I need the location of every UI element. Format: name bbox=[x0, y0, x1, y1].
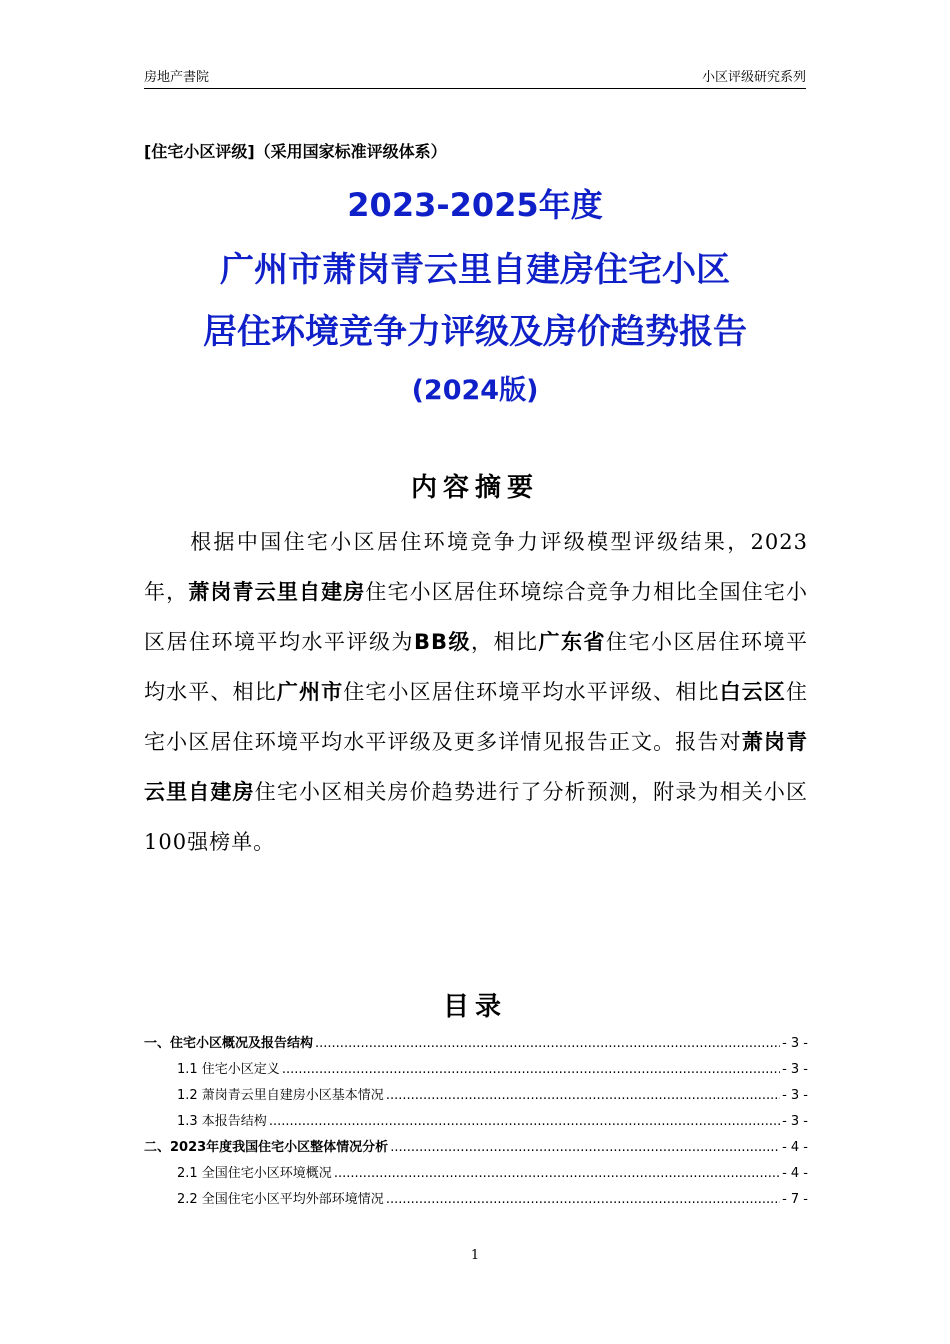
rating-tag: [住宅小区评级]（采用国家标准评级体系） bbox=[144, 142, 447, 161]
header-right: 小区评级研究系列 bbox=[701, 70, 806, 85]
abstract-text: ，相比 bbox=[471, 630, 539, 654]
abstract-paragraph bbox=[144, 517, 808, 867]
abstract-emphasis: 白云区 bbox=[719, 680, 787, 704]
abstract-text: 根据中国住宅小区居住环境竞争力评级模型评级结果，2023年， bbox=[144, 530, 808, 604]
toc-entry-page: - 3 - bbox=[782, 1088, 808, 1103]
toc-entry-2-2[interactable] bbox=[144, 1187, 808, 1213]
toc-leader-dots bbox=[269, 1109, 780, 1135]
toc-entry-page: - 3 - bbox=[782, 1036, 808, 1051]
title-line-3: 居住环境竞争力评级及房价趋势报告 bbox=[203, 312, 747, 352]
abstract-text: 住宅小区相关房价趋势进行了分析预测，附录为相关小区100强榜单。 bbox=[144, 780, 809, 854]
toc-entry-label[interactable]: 1.1 住宅小区定义 bbox=[177, 1062, 280, 1077]
abstract-text: 住宅小区居住环境平均水平评级及更多详情见报告正文。报告对 bbox=[144, 680, 809, 754]
abstract-emphasis: 广东省 bbox=[538, 630, 607, 654]
abstract-emphasis: 萧岗青云里自建房 bbox=[188, 580, 366, 604]
toc-entry-label[interactable]: 1.2 萧岗青云里自建房小区基本情况 bbox=[177, 1088, 384, 1103]
toc-entry-page: - 3 - bbox=[782, 1062, 808, 1077]
abstract-body bbox=[144, 517, 808, 867]
abstract-emphasis: BB级 bbox=[414, 630, 472, 654]
toc-leader-dots bbox=[282, 1057, 780, 1083]
toc-leader-dots bbox=[386, 1083, 780, 1109]
toc-entry-2-1[interactable] bbox=[144, 1161, 808, 1187]
table-of-contents bbox=[144, 1031, 808, 1213]
toc-entry-label[interactable]: 二、2023年度我国住宅小区整体情况分析 bbox=[144, 1140, 389, 1155]
toc-entry-label[interactable]: 2.2 全国住宅小区平均外部环境情况 bbox=[177, 1192, 384, 1207]
title-line-2: 广州市萧岗青云里自建房住宅小区 bbox=[220, 250, 730, 290]
toc-entry-page: - 4 - bbox=[782, 1140, 808, 1155]
page-number: 1 bbox=[470, 1248, 480, 1263]
toc-leader-dots bbox=[315, 1031, 780, 1057]
toc-entry-1-3[interactable] bbox=[144, 1109, 808, 1135]
toc-entry-1[interactable] bbox=[144, 1031, 808, 1057]
title-line-4: (2024版) bbox=[411, 375, 539, 406]
abstract-text: 住宅小区居住环境综合竞争力相比全国住宅小区居住环境平均水平评级为 bbox=[144, 580, 809, 654]
toc-entry-label[interactable]: 1.3 本报告结构 bbox=[177, 1114, 267, 1129]
abstract-emphasis: 萧岗青云里自建房 bbox=[144, 730, 809, 804]
toc-entry-1-1[interactable] bbox=[144, 1057, 808, 1083]
abstract-text: 住宅小区居住环境平均水平、相比 bbox=[144, 630, 809, 704]
toc-entry-2[interactable] bbox=[144, 1135, 808, 1161]
toc-heading: 目录 bbox=[442, 992, 507, 1022]
toc-entry-page: - 7 - bbox=[782, 1192, 808, 1207]
toc-entry-label[interactable]: 一、住宅小区概况及报告结构 bbox=[144, 1036, 314, 1051]
toc-entry-1-2[interactable] bbox=[144, 1083, 808, 1109]
abstract-heading: 内容摘要 bbox=[410, 473, 539, 503]
toc-entry-label[interactable]: 2.1 全国住宅小区环境概况 bbox=[177, 1166, 332, 1181]
abstract-emphasis: 广州市 bbox=[276, 680, 344, 704]
toc-leader-dots bbox=[334, 1161, 780, 1187]
title-line-1: 2023-2025年度 bbox=[347, 186, 603, 224]
toc-leader-dots bbox=[390, 1135, 780, 1161]
abstract-text: 住宅小区居住环境平均水平评级、相比 bbox=[343, 680, 720, 704]
toc-entry-page: - 4 - bbox=[782, 1166, 808, 1181]
header-left: 房地产書院 bbox=[144, 70, 210, 85]
toc-leader-dots bbox=[386, 1187, 780, 1213]
toc-entry-page: - 3 - bbox=[782, 1114, 808, 1129]
page-header bbox=[144, 62, 806, 89]
